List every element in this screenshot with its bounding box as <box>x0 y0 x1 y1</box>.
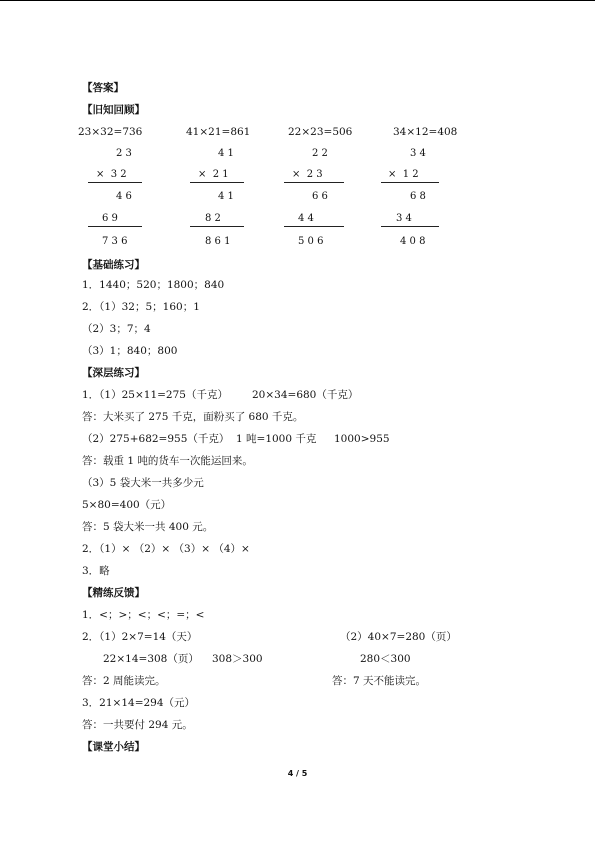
deep-line: 3．略 <box>82 565 110 577</box>
basic-heading: 【基础练习】 <box>82 259 145 271</box>
review-equation: 22×23=506 <box>288 126 353 138</box>
deep-answer: 答：载重 1 吨的货车一次能运回来。 <box>82 455 253 467</box>
review-equation: 41×21=861 <box>186 126 251 138</box>
deep-line: （3）5 袋大米一共多少元 <box>82 477 204 489</box>
feedback-line: 1．<；>；<；<；=；< <box>82 609 205 621</box>
mult-rule <box>88 182 142 183</box>
feedback-line: 22×14=308（页） <box>103 653 199 665</box>
mult-partial: 4 6 <box>116 191 132 202</box>
mult-rule <box>190 226 244 227</box>
mult-partial: 6 8 <box>410 191 426 202</box>
page-number: 4 / 5 <box>287 769 308 778</box>
deep-heading: 【深层练习】 <box>82 367 145 379</box>
mult-multiplier: × 2 1 <box>198 169 229 180</box>
deep-answer: 答：大米买了 275 千克，面粉买了 680 千克。 <box>82 411 304 423</box>
mult-result: 7 3 6 <box>102 236 128 247</box>
mult-result: 8 6 1 <box>205 236 231 247</box>
deep-line: 1．（1）25×11=275（千克） <box>82 389 228 401</box>
mult-top: 3 4 <box>410 148 426 159</box>
deep-line: 20×34=680（千克） <box>252 389 359 401</box>
header-rule <box>0 0 595 1</box>
mult-multiplier: × 1 2 <box>388 169 419 180</box>
mult-partial: 4 4 <box>298 213 314 224</box>
deep-line: 5×80=400（元） <box>82 499 172 511</box>
feedback-answer: 答：7 天不能读完。 <box>332 675 427 687</box>
mult-rule <box>284 226 344 227</box>
basic-line: （2）3；7；4 <box>82 323 151 335</box>
mult-top: 2 3 <box>116 148 132 159</box>
review-equation: 23×32=736 <box>78 126 143 138</box>
feedback-line: 308＞300 <box>212 653 263 665</box>
feedback-line: （2）40×7=280（页） <box>340 631 457 643</box>
feedback-answer: 答：一共要付 294 元。 <box>82 719 193 731</box>
mult-multiplier: × 3 2 <box>96 169 127 180</box>
mult-result: 5 0 6 <box>298 236 324 247</box>
deep-line: 1 吨=1000 千克 <box>236 433 317 445</box>
mult-rule <box>190 182 244 183</box>
answer-heading: 【答案】 <box>82 82 124 94</box>
deep-answer: 答：5 袋大米一共 400 元。 <box>82 521 214 533</box>
basic-line: 1．1440；520；1800；840 <box>82 279 225 291</box>
mult-result: 4 0 8 <box>400 236 426 247</box>
feedback-answer: 答：2 周能读完。 <box>82 675 166 687</box>
mult-rule <box>88 226 142 227</box>
mult-partial: 8 2 <box>205 213 221 224</box>
mult-partial: 3 4 <box>396 213 412 224</box>
mult-partial: 6 9 <box>102 213 118 224</box>
summary-heading: 【课堂小结】 <box>82 741 145 753</box>
mult-rule <box>284 182 344 183</box>
feedback-line: 3．21×14=294（元） <box>82 697 196 709</box>
mult-partial: 6 6 <box>312 191 328 202</box>
mult-multiplier: × 2 3 <box>292 169 323 180</box>
mult-rule <box>381 182 439 183</box>
deep-line: （2）275+682=955（千克） <box>82 433 230 445</box>
feedback-line: 280＜300 <box>360 653 411 665</box>
review-heading: 【旧知回顾】 <box>82 104 145 116</box>
feedback-heading: 【精练反馈】 <box>82 587 145 599</box>
basic-line: （3）1；840；800 <box>82 345 178 357</box>
mult-partial: 4 1 <box>218 191 234 202</box>
deep-line: 1000>955 <box>334 433 390 445</box>
deep-line: 2．（1）× （2）× （3）× （4）× <box>82 543 250 555</box>
mult-rule <box>381 226 439 227</box>
mult-top: 2 2 <box>312 148 328 159</box>
mult-top: 4 1 <box>218 148 234 159</box>
basic-line: 2．（1）32；5；160；1 <box>82 301 200 313</box>
review-equation: 34×12=408 <box>393 126 458 138</box>
feedback-line: 2．（1）2×7=14（天） <box>82 631 198 643</box>
